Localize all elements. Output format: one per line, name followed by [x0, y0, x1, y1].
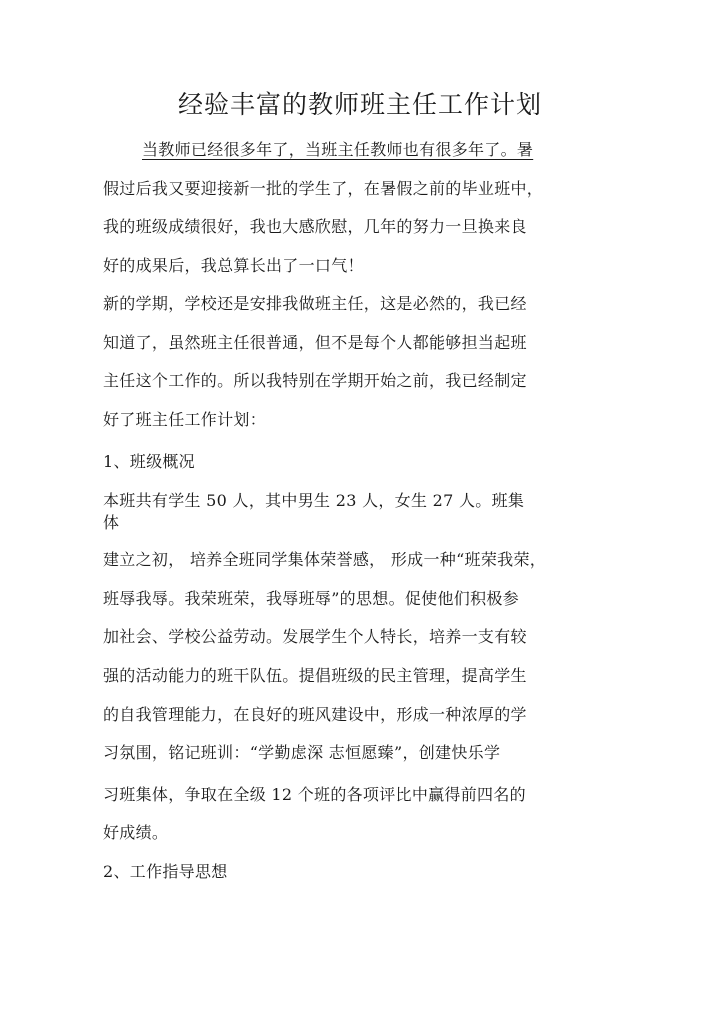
paragraph-line: 好成绩。 [103, 823, 169, 842]
paragraph-line: 强的活动能力的班干队伍。提倡班级的民主管理，提高学生 [103, 666, 527, 685]
paragraph-line: 当教师已经很多年了，当班主任教师也有很多年了。暑 [142, 140, 534, 159]
paragraph-line: 假过后我又要迎接新一批的学生了，在暑假之前的毕业班中， [103, 179, 544, 198]
paragraph-line: 好了班主任工作计划： [103, 410, 267, 429]
paragraph-line: 建立之初， 培养全班同学集体荣誉感， 形成一种“班荣我荣， [103, 550, 547, 569]
section-heading: 1、班级概况 [103, 452, 195, 471]
paragraph-line: 好的成果后，我总算长出了一口气！ [103, 256, 364, 275]
paragraph-line: 知道了，虽然班主任很普通，但不是每个人都能够担当起班 [103, 333, 527, 352]
document-title: 经验丰富的教师班主任工作计划 [177, 90, 542, 119]
paragraph-line: 体 [103, 513, 120, 532]
paragraph-line: 本班共有学生 50 人，其中男生 23 人，女生 27 人。班集 [103, 491, 525, 510]
paragraph-line: 习氛围，铭记班训：“学勤虑深 志恒愿臻”，创建快乐学 [103, 743, 501, 762]
paragraph-line: 新的学期，学校还是安排我做班主任，这是必然的，我已经 [103, 294, 527, 313]
section-heading: 2、工作指导思想 [103, 862, 228, 881]
paragraph-line: 班辱我辱。我荣班荣，我辱班辱”的思想。促使他们积极参 [103, 589, 519, 608]
paragraph-line: 的自我管理能力，在良好的班风建设中，形成一种浓厚的学 [103, 705, 527, 724]
paragraph-line: 习班集体，争取在全级 12 个班的各项评比中赢得前四名的 [103, 785, 526, 804]
paragraph-line: 主任这个工作的。所以我特别在学期开始之前，我已经制定 [103, 371, 527, 390]
paragraph-line: 加社会、学校公益劳动。发展学生个人特长，培养一支有较 [103, 627, 527, 646]
paragraph-line: 我的班级成绩很好，我也大感欣慰，几年的努力一旦换来良 [103, 217, 527, 236]
